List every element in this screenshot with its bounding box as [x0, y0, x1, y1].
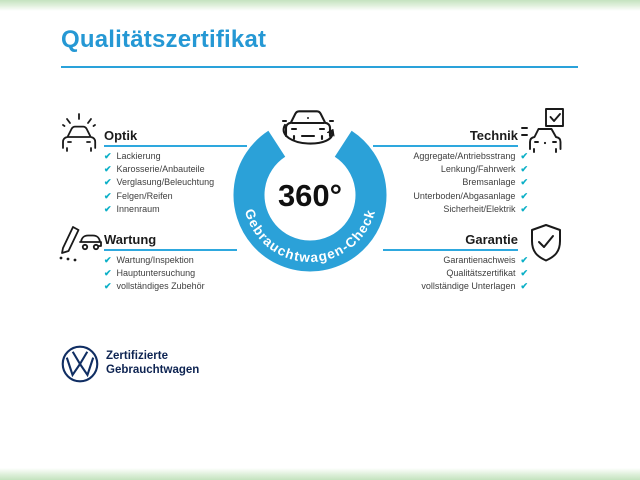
check-item-label: Lenkung/Fahrwerk	[440, 164, 516, 175]
check-item-label: Lackierung	[116, 151, 161, 161]
check-item-label: Unterboden/Abgasanlage	[413, 190, 516, 201]
check-item	[368, 268, 528, 281]
check-icon: ✔	[104, 281, 112, 292]
check-icon: ✔	[104, 164, 112, 175]
check-item	[368, 164, 528, 177]
section-wartung-items	[104, 255, 247, 295]
section-technik-rule	[373, 145, 518, 147]
check-icon: ✔	[104, 177, 112, 188]
check-item-label: Wartung/Inspektion	[116, 255, 194, 265]
car-checkbox-icon	[520, 106, 566, 154]
check-item-label: Karosserie/Anbauteile	[116, 164, 205, 175]
check-item-label: Qualitätszertifikat	[446, 268, 516, 279]
check-item-label: Verglasung/Beleuchtung	[116, 177, 215, 188]
check-item-label: Aggregate/Antriebsstrang	[413, 151, 516, 161]
car-shine-icon	[58, 110, 100, 152]
section-wartung-rule	[104, 249, 237, 251]
vw-logo	[60, 344, 100, 384]
section-wartung-title: Wartung	[104, 232, 157, 247]
page-title: Qualitätszertifikat	[61, 26, 267, 53]
check-item	[104, 268, 247, 281]
check-item	[368, 191, 528, 204]
check-item	[104, 204, 247, 217]
check-icon: ✔	[520, 268, 528, 279]
check-icon: ✔	[520, 177, 528, 188]
check-icon: ✔	[104, 203, 112, 214]
section-optik-title: Optik	[104, 128, 138, 143]
section-technik-title: Technik	[469, 128, 518, 143]
section-garantie-rule	[383, 249, 518, 251]
check-item-label: vollständiges Zubehör	[116, 281, 205, 292]
check-item-label: Hauptuntersuchung	[116, 268, 196, 279]
check-icon: ✔	[104, 151, 112, 161]
section-optik-rule	[104, 145, 247, 147]
check-icon: ✔	[520, 281, 528, 292]
check-icon: ✔	[520, 151, 528, 161]
section-garantie-items	[368, 255, 528, 295]
check-item-label: Felgen/Reifen	[116, 190, 173, 201]
brand-line2: Gebrauchtwagen	[106, 364, 200, 376]
rotation-arrow-icon	[284, 125, 333, 144]
section-optik-items	[104, 151, 247, 217]
section-technik-items	[368, 151, 528, 217]
check-item-label: Bremsanlage	[462, 177, 516, 188]
check-icon: ✔	[104, 255, 112, 265]
check-item-label: vollständige Unterlagen	[421, 281, 516, 292]
brand-text	[106, 349, 199, 377]
bottom-green-band	[0, 468, 640, 480]
check-item	[368, 204, 528, 217]
check-item	[368, 281, 528, 294]
check-icon: ✔	[104, 190, 112, 201]
check-item	[104, 191, 247, 204]
check-item	[104, 151, 247, 164]
check-item	[368, 177, 528, 190]
check-icon: ✔	[104, 268, 112, 279]
degrees-label: 360°	[277, 178, 343, 213]
shield-check-icon	[527, 222, 565, 264]
section-garantie-title: Garantie	[465, 232, 518, 247]
check-item-label: Garantienachweis	[443, 255, 516, 265]
check-item	[104, 255, 247, 268]
check-icon: ✔	[520, 203, 528, 214]
check-item	[368, 151, 528, 164]
top-green-band	[0, 0, 640, 11]
brand-line1: Zertifizierte	[106, 350, 168, 362]
check-item	[368, 255, 528, 268]
check-icon: ✔	[520, 255, 528, 265]
check-icon: ✔	[520, 164, 528, 175]
car-360-icon	[283, 111, 334, 143]
ring-label: Gebrauchtwagen-Check	[241, 206, 379, 266]
title-rule	[61, 66, 578, 68]
check-item	[104, 281, 247, 294]
check-item	[104, 177, 247, 190]
check-item-label: Innenraum	[116, 203, 160, 214]
ring-360-badge	[232, 98, 388, 276]
check-icon: ✔	[520, 190, 528, 201]
check-item	[104, 164, 247, 177]
check-item-label: Sicherheit/Elektrik	[443, 203, 516, 214]
service-pencil-car-icon	[56, 221, 102, 265]
